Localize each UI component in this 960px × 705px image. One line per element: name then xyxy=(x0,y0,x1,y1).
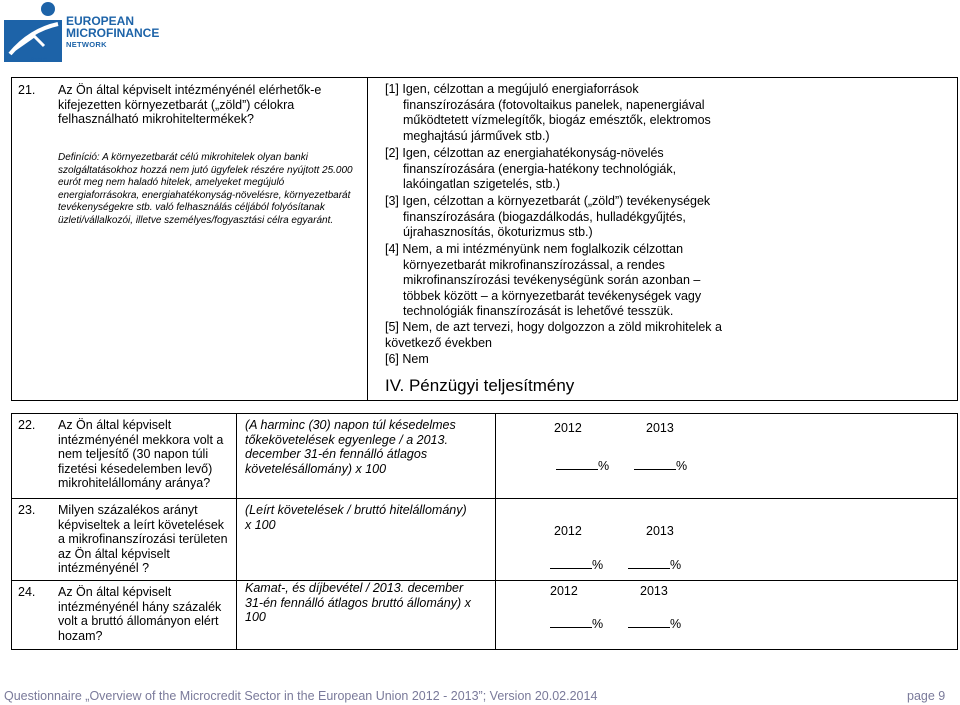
unit: % xyxy=(670,617,682,631)
q21-option-5[interactable] xyxy=(385,320,722,351)
q23-number: 23. xyxy=(18,503,36,517)
q23-field-2012[interactable] xyxy=(550,557,603,572)
formula-line: x 100 xyxy=(245,517,276,532)
q22-number: 22. xyxy=(18,418,36,432)
def-line: tevékenységekre stb. való felhasználás céljából folyósítanak xyxy=(58,202,325,213)
logo-line-2: MICROFINANCE xyxy=(66,26,160,40)
q23-question xyxy=(58,503,228,576)
option-line: újrahasznosítás, ökoturizmus stb.) xyxy=(403,225,593,239)
q24-number: 24. xyxy=(18,585,36,599)
unit: % xyxy=(676,459,688,473)
option-line: többek között – a környezetbarát tevékenységek vagy xyxy=(403,288,702,303)
logo-script: emn xyxy=(30,55,48,64)
question-line: intézményénél mekkora volt a xyxy=(58,432,224,447)
formula-line: Kamat-, és díjbevétel / 2013. december xyxy=(245,581,464,595)
q22-formula xyxy=(245,418,456,476)
option-line: [4] Nem, a mi intézményünk nem foglalkozik célzottan xyxy=(385,242,684,256)
question-line: Az Ön által képviselt xyxy=(58,585,172,599)
logo-line-3: NETWORK xyxy=(66,40,107,49)
q22-field-2013[interactable] xyxy=(634,458,687,473)
logo-line-1: EUROPEAN xyxy=(66,14,135,28)
def-line: Definíció: A környezetbarát célú mikrohitelek olyan banki xyxy=(58,152,308,163)
option-line: meghajtású járművek stb.) xyxy=(403,128,550,143)
option-line: környezetbarát mikrofinanszírozással, a rendes xyxy=(403,257,665,272)
q21-table xyxy=(11,77,958,401)
q23-formula xyxy=(245,503,467,532)
q21-option-6[interactable] xyxy=(385,352,429,368)
q24-field-2013[interactable] xyxy=(628,616,681,631)
option-line: finanszírozására (biogazdálkodás, hulladékgyűjtés, xyxy=(403,209,686,224)
question-line: intézményénél ? xyxy=(58,561,150,575)
unit: % xyxy=(592,558,604,572)
formula-line: december 31-én fennálló átlagos xyxy=(245,447,428,461)
q22-question xyxy=(58,418,223,491)
option-line: [6] Nem xyxy=(385,352,429,366)
q21-option-2[interactable] xyxy=(385,146,676,193)
q21-option-4[interactable] xyxy=(385,242,701,320)
q24-question xyxy=(58,585,221,643)
q23-field-2013[interactable] xyxy=(628,557,681,572)
question-line: képviseltek a leírt követelések xyxy=(58,517,225,532)
q22-year-2013: 2013 xyxy=(646,421,674,435)
q21-option-1[interactable] xyxy=(385,82,711,144)
formula-line: követelésállomány) x 100 xyxy=(245,461,387,476)
q23-year-2013: 2013 xyxy=(646,524,674,538)
question-line: hozam? xyxy=(58,628,103,643)
def-line: szolgáltatásokhoz hozzá nem jutó ügyfelek részére nyújtott 25.000 xyxy=(58,164,353,176)
def-line: energiaforrásokra, energiahatékonyság-növelésre, környezetbarát xyxy=(58,189,351,201)
option-line: [1] Igen, célzottan a megújuló energiaforrások xyxy=(385,82,639,96)
q21-number: 21. xyxy=(18,83,36,97)
q23-year-2012: 2012 xyxy=(554,524,582,538)
question-line: mikrohitelállomány aránya? xyxy=(58,476,211,490)
def-line: eurót meg nem haladó hitelek, amelyeket megújuló xyxy=(58,177,285,188)
formula-line: tőkekövetelések egyenlege / a 2013. xyxy=(245,432,448,447)
formula-line: (A harminc (30) napon túl késedelmes xyxy=(245,418,456,432)
unit: % xyxy=(592,617,604,631)
question-line: intézményénél hány százalék xyxy=(58,599,222,614)
q21-definition xyxy=(58,152,368,227)
q21-question: Az Ön által képviselt intézményénél elérhetők-e kifejezetten környezetbarát („zöld”) célokra felhasználható mikrohiteltermékek? xyxy=(58,83,322,126)
question-line: a mikrofinanszírozási területen xyxy=(58,532,228,546)
question-line: nem teljesítő (30 napon túli xyxy=(58,447,209,461)
page-number: page 9 xyxy=(907,689,946,703)
option-line: mikrofinanszírozási tevékenységünk során azonban – xyxy=(403,273,701,287)
q24-year-2012: 2012 xyxy=(550,584,578,598)
question-line: fizetési késedelemben levő) xyxy=(58,461,213,476)
option-line: [2] Igen, célzottan az energiahatékonyság-növelés xyxy=(385,146,664,160)
option-line: technológiák finanszírozását is lehetővé tesszük. xyxy=(403,304,674,318)
q22-field-2012[interactable] xyxy=(556,458,609,473)
def-line: üzleti/vállalkozói, illetve személyes/fogyasztási célra egyaránt. xyxy=(58,214,334,226)
section-heading: IV. Pénzügyi teljesítmény xyxy=(385,376,575,395)
formula-line: 31-én fennálló átlagos bruttó állomány) x xyxy=(245,595,471,610)
q24-year-2013: 2013 xyxy=(640,584,668,598)
footer-text: Questionnaire „Overview of the Microcredit Sector in the European Union 2012 - 2013”; Version 20.02.2014 xyxy=(4,689,598,703)
question-line: Milyen százalékos arányt xyxy=(58,503,198,517)
unit: % xyxy=(598,459,610,473)
formula-line: (Leírt követelések / bruttó hitelállomány) xyxy=(245,503,467,517)
q24-formula xyxy=(245,581,471,625)
option-line: [5] Nem, de azt tervezi, hogy dolgozzon a zöld mikrohitelek a xyxy=(385,320,722,334)
q24-field-2012[interactable] xyxy=(550,616,603,631)
option-line: [3] Igen, célzottan a környezetbarát („zöld”) tevékenységek xyxy=(385,194,711,208)
option-line: finanszírozására (fotovoltaikus panelek, napenergiával xyxy=(403,97,705,112)
option-line: következő években xyxy=(385,335,493,350)
question-line: az Ön által képviselt xyxy=(58,546,170,561)
option-line: lakóingatlan szigetelés, stb.) xyxy=(403,177,561,191)
unit: % xyxy=(670,558,682,572)
option-line: működtetett vízmelegítők, biogáz emésztők, elektromos xyxy=(403,113,711,127)
question-line: volt a bruttó állományon elért xyxy=(58,614,219,628)
financial-table xyxy=(11,413,958,650)
q22-year-2012: 2012 xyxy=(554,421,582,435)
question-line: Az Ön által képviselt xyxy=(58,418,172,432)
option-line: finanszírozására (energia-hatékony technológiák, xyxy=(403,161,677,176)
q21-option-3[interactable] xyxy=(385,194,710,241)
formula-line: 100 xyxy=(245,610,266,624)
logo-text xyxy=(66,15,159,51)
